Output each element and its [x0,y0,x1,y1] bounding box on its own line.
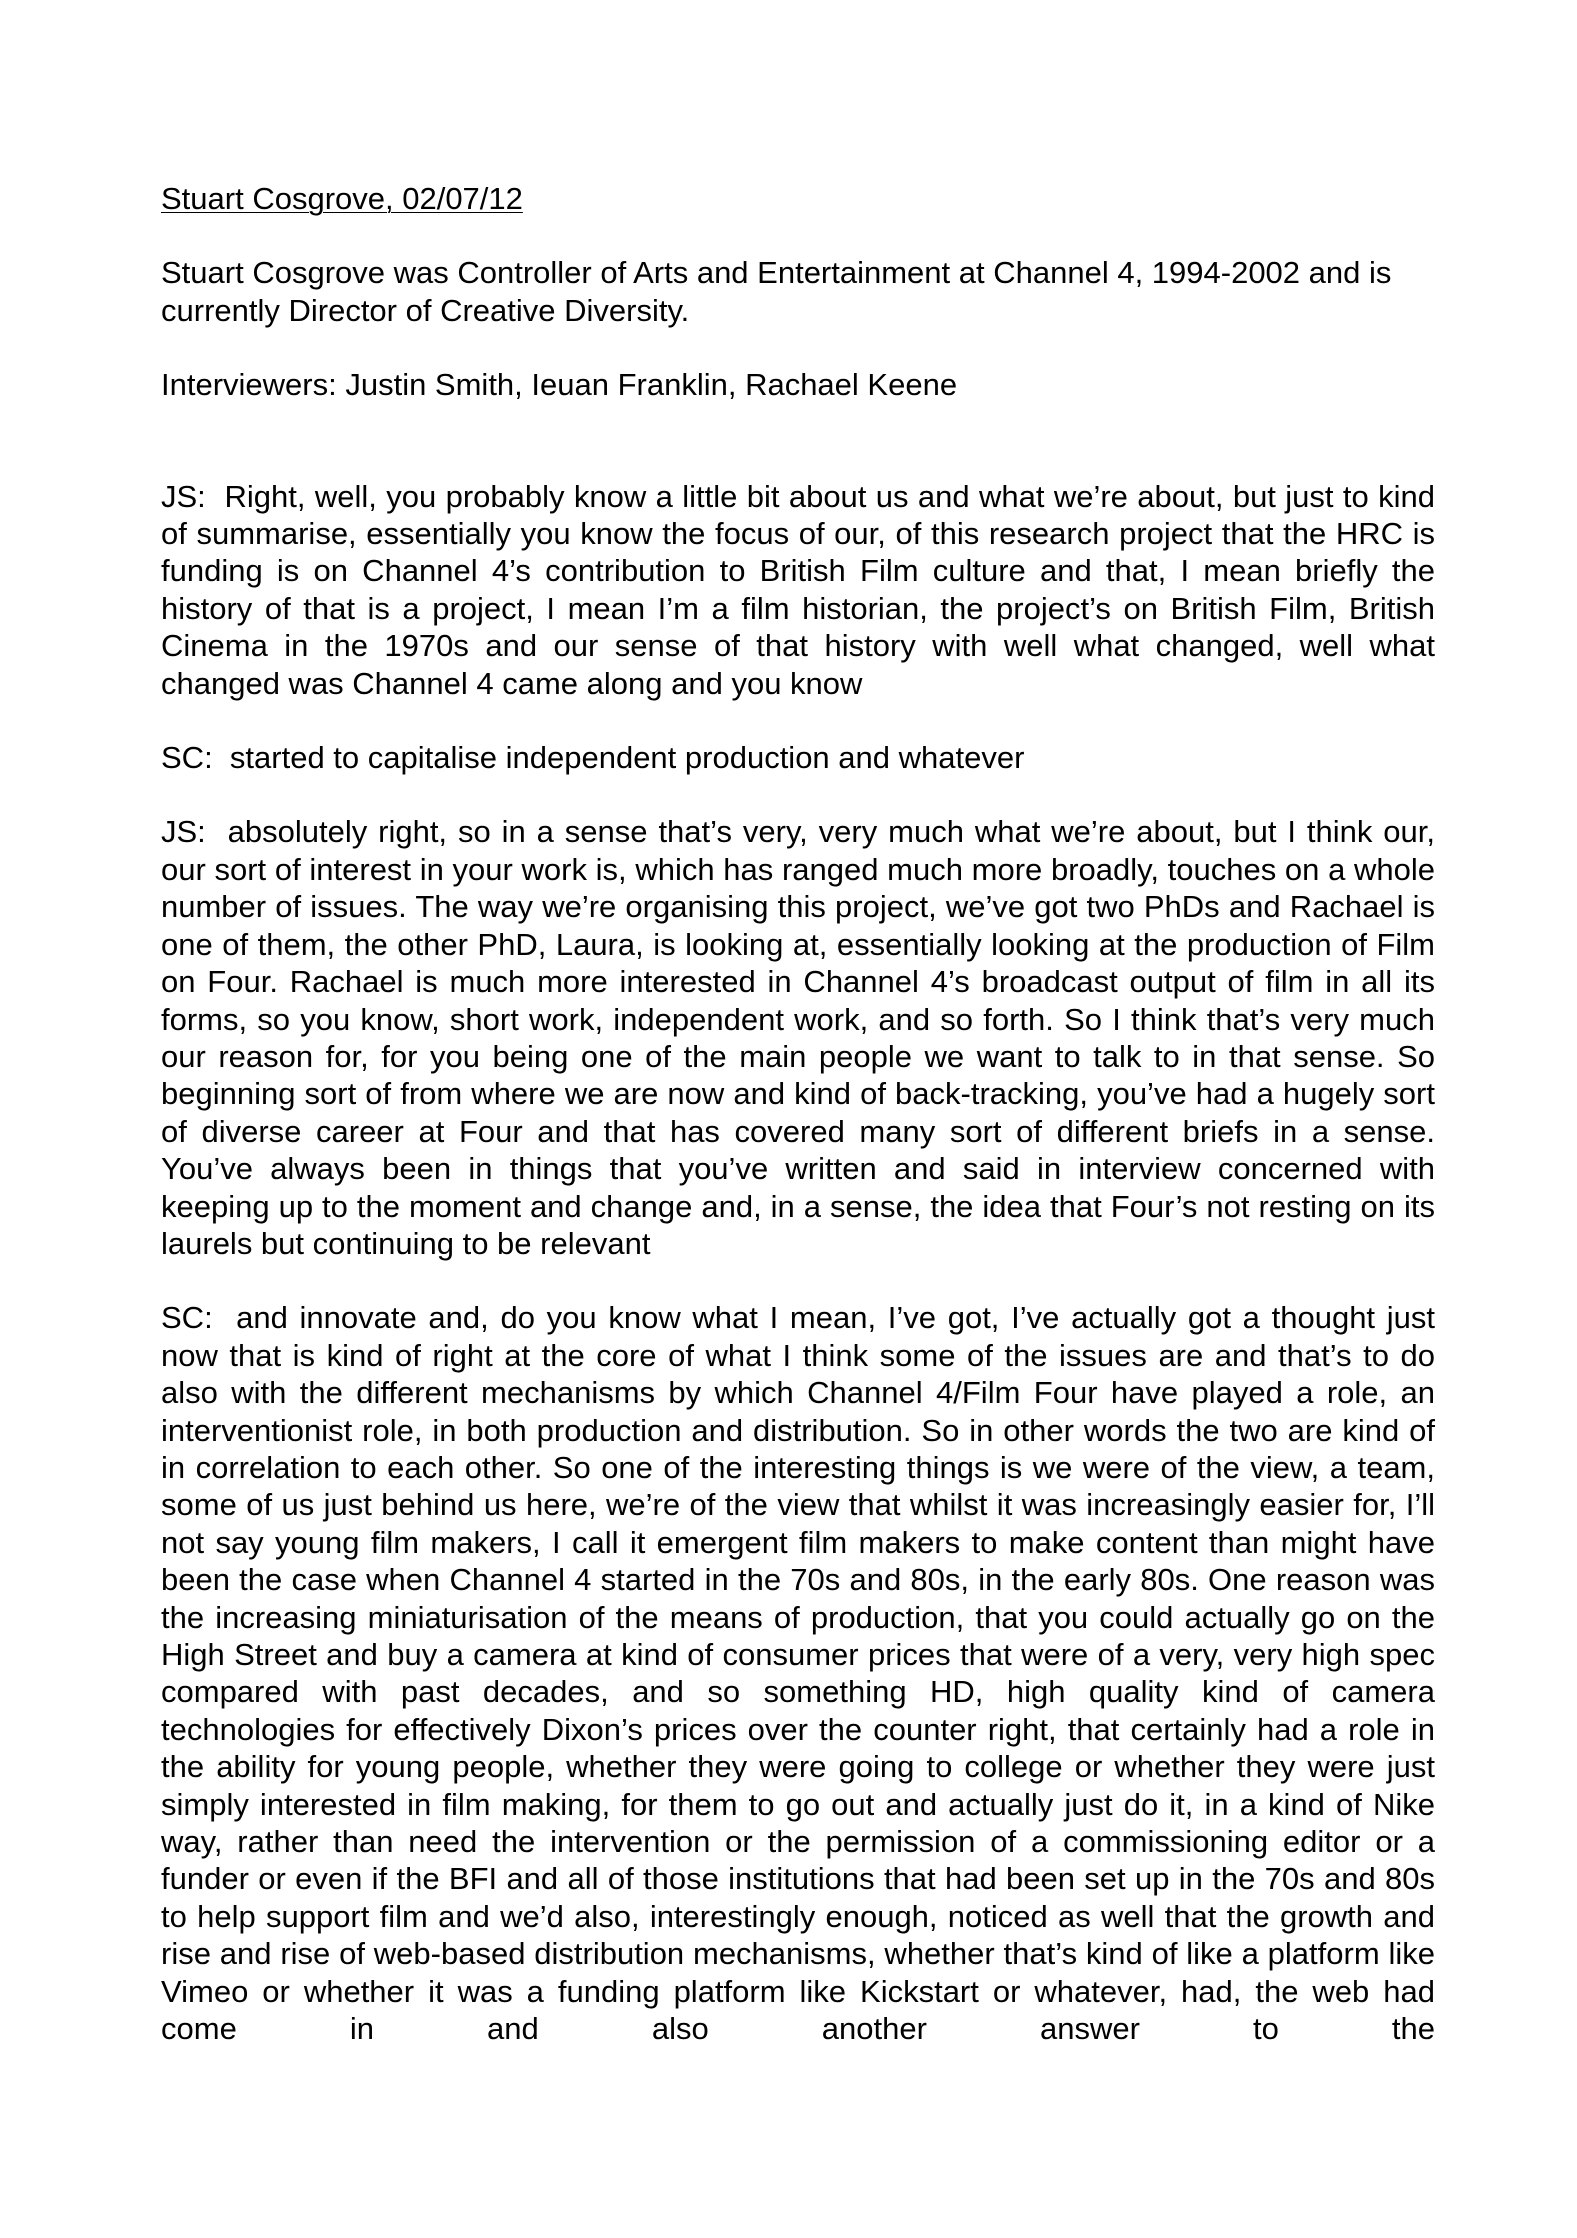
transcript-turn [161,1299,1435,2047]
speaker-label: JS: [161,814,206,850]
interview-heading: Stuart Cosgrove, 02/07/12 [161,181,523,216]
speaker-label: JS: [161,478,206,514]
transcript-turn [161,478,1435,702]
interviewee-description: Stuart Cosgrove was Controller of Arts and Entertainment at Channel 4, 1994-2002 and is currently Director of Creative Diversity. [161,255,1392,328]
interviewers-line: Interviewers: Justin Smith, Ieuan Franklin, Rachael Keene [161,367,958,403]
speaker-label: SC: [161,1300,213,1336]
transcript [161,478,1435,2048]
document-body [161,180,1435,2047]
transcript-turn [161,739,1435,776]
turn-text: absolutely right, so in a sense that’s very, very much what we’re about, but I think our, our sort of interest in your work is, which has ranged much more broadly, touches on a whole number of issues. The way we’re organising this project, we’ve got two PhDs and Rachael is one of them, the other PhD, Laura, is looking at, essentially looking at the production of Film on Four. Rachael is much more interested in Channel 4’s broadcast output of film in all its forms, so you know, short work, independent work, and so forth. So I think that’s very much our reason for, for you being one of the main people we want to talk to in that sense. So beginning sort of from where we are now and kind of back-tracking, you’ve had a hugely sort of diverse career at Four and that has covered many sort of different briefs in a sense. You’ve always been in things that you’ve written and said in interview concerned with keeping up to the moment and change and, in a sense, the idea that Four’s not resting on its laurels but continuing to be relevant [161,814,1435,1261]
turn-text: Right, well, you probably know a little bit about us and what we’re about, but just to kind of summarise, essentially you know the focus of our, of this research project that the HRC is funding is on Channel 4’s contribution to British Film culture and that, I mean briefly the history of that is a project, I mean I’m a film historian, the project’s on British Film, British Cinema in the 1970s and our sense of that history with well what changed, well what changed was Channel 4 came along and you know [161,478,1435,701]
transcript-turn [161,813,1435,1262]
turn-text: started to capitalise independent production and whatever [229,740,1025,776]
speaker-label: SC: [161,740,213,776]
turn-text: and innovate and, do you know what I mean, I’ve got, I’ve actually got a thought just now that is kind of right at the core of what I think some of the issues are and that’s to do also with the different mechanisms by which Channel 4/Film Four have played a role, an interventionist role, in both production and distribution. So in other words the two are kind of in correlation to each other. So one of the interesting things is we were of the view, a team, some of us just behind us here, we’re of the view that whilst it was increasingly easier for, I’ll not say young film makers, I call it emergent film makers to make content than might have been the case when Channel 4 started in the 70s and 80s, in the early 80s. One reason was the increasing miniaturisation of the means of production, that you could actually go on the High Street and buy a camera at kind of consumer prices that were of a very, very high spec compared with past decades, and so something HD, high quality kind of camera technologies for effectively Dixon’s prices over the counter right, that certainly had a role in the ability for young people, whether they were going to college or whether they were just simply interested in film making, for them to go out and actually just do it, in a kind of Nike way, rather than need the intervention or the permission of a commissioning editor or a funder or even if the BFI and all of those institutions that had been set up in the 70s and 80s to help support film and we’d also, interestingly enough, noticed as well that the growth and rise and rise of web-based distribution mechanisms, whether that’s kind of like a platform like Vimeo or whether it was a funding platform like Kickstart or whatever, had, the web had come in and also another answer to the [161,1300,1435,2047]
